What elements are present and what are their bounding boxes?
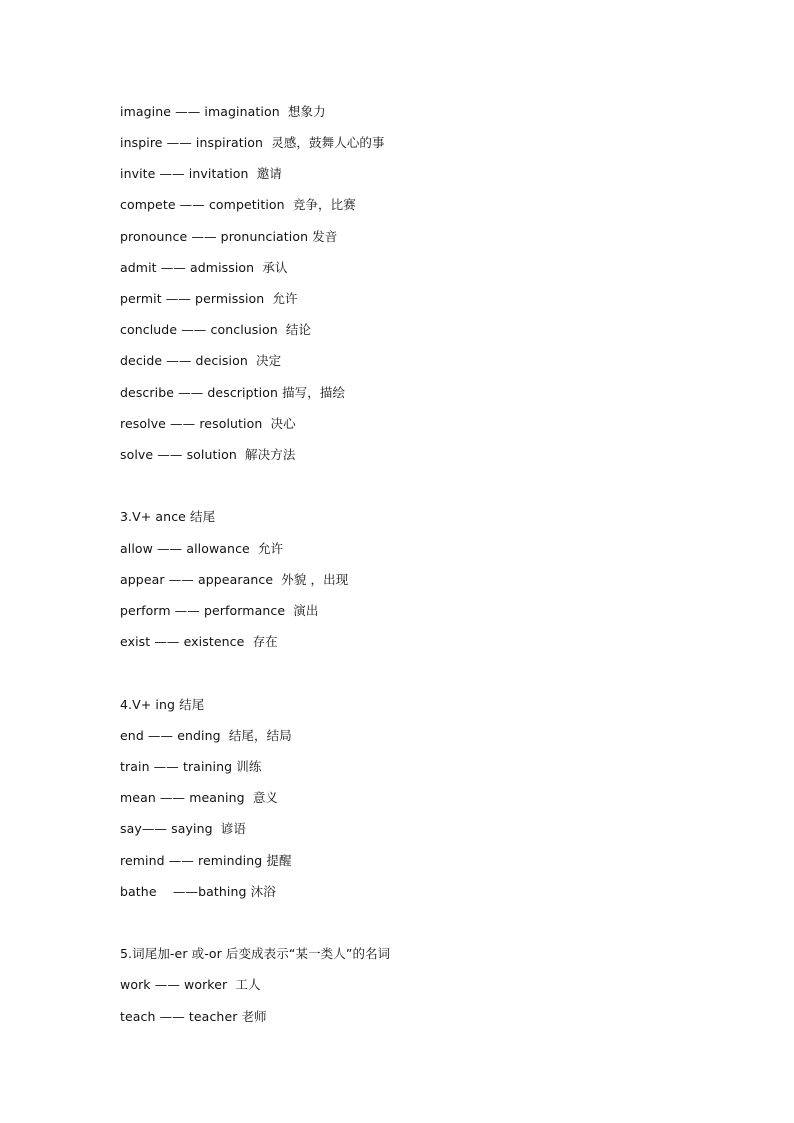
vocab-line-invite: invite —— invitation 邀请: [120, 166, 282, 181]
vocab-line-bathe: bathe ——bathing 沐浴: [120, 884, 276, 899]
vocab-line-work: work —— worker 工人: [120, 977, 261, 992]
vocab-line-resolve: resolve —— resolution 决心: [120, 416, 296, 431]
vocab-line-allow: allow —— allowance 允许: [120, 541, 284, 556]
vocab-line-pronounce: pronounce —— pronunciation 发音: [120, 229, 338, 244]
vocab-line-conclude: conclude —— conclusion 结论: [120, 322, 312, 337]
vocab-line-decide: decide —— decision 决定: [120, 353, 282, 368]
vocab-line-imagine: imagine —— imagination 想象力: [120, 104, 326, 119]
section-heading-ing: 4.V+ ing 结尾: [120, 697, 205, 712]
vocab-line-admit: admit —— admission 承认: [120, 260, 288, 275]
section-heading-ance: 3.V+ ance 结尾: [120, 509, 216, 524]
vocab-line-say: say—— saying 谚语: [120, 821, 246, 836]
vocab-line-compete: compete —— competition 竞争，比赛: [120, 197, 356, 212]
vocab-line-permit: permit —— permission 允许: [120, 291, 298, 306]
vocab-line-exist: exist —— existence 存在: [120, 634, 278, 649]
vocab-line-solve: solve —— solution 解决方法: [120, 447, 296, 462]
vocab-line-remind: remind —— reminding 提醒: [120, 853, 292, 868]
vocab-line-appear: appear —— appearance 外貌 ，出现: [120, 572, 349, 587]
vocab-line-perform: perform —— performance 演出: [120, 603, 319, 618]
vocab-line-inspire: inspire —— inspiration 灵感，鼓舞人心的事: [120, 135, 385, 150]
vocab-line-train: train —— training 训练: [120, 759, 262, 774]
vocab-line-mean: mean —— meaning 意义: [120, 790, 279, 805]
section-heading-er-or: 5.词尾加-er 或-or 后变成表示“某一类人”的名词: [120, 946, 391, 961]
vocab-line-describe: describe —— description 描写，描绘: [120, 385, 346, 400]
vocab-line-end: end —— ending 结尾，结局: [120, 728, 292, 743]
vocab-line-teach: teach —— teacher 老师: [120, 1009, 267, 1024]
